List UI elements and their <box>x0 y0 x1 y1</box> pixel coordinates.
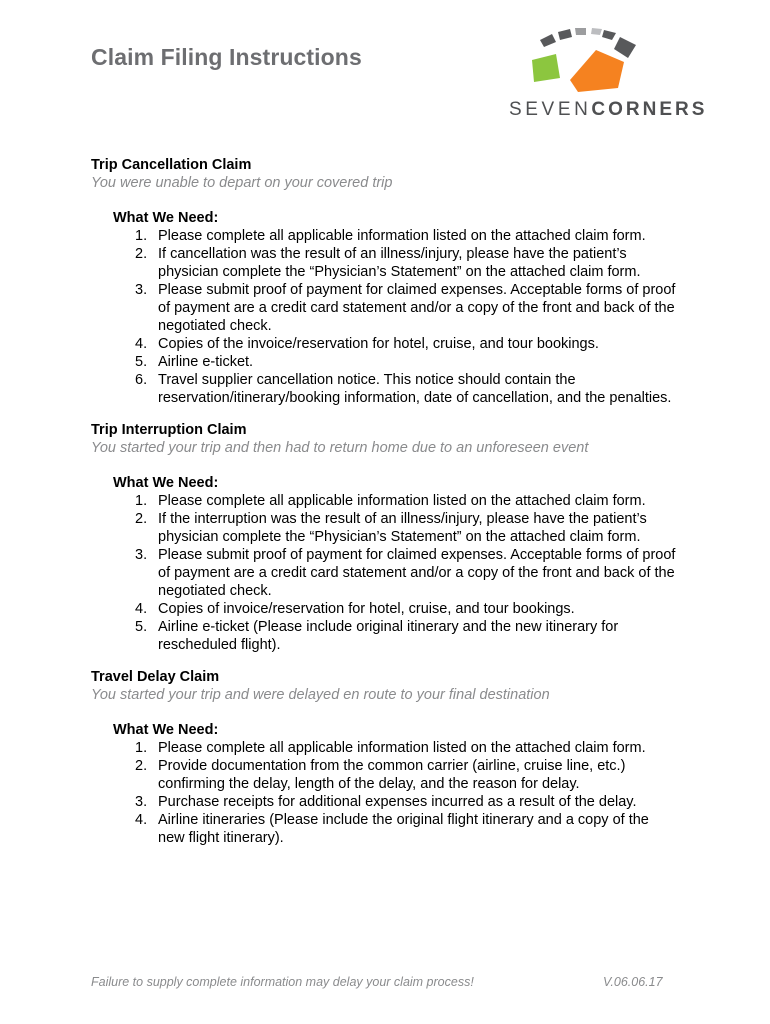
logo-orange-shape <box>570 50 624 92</box>
list-item: 1. Please complete all applicable information listed on the attached claim form. <box>135 493 646 509</box>
logo-tile-3 <box>575 28 586 35</box>
logo-text-seven: SEVEN <box>509 99 592 120</box>
logo-tile-5 <box>602 30 616 40</box>
list-item: 4. Copies of invoice/reservation for hotel, cruise, and tour bookings. <box>135 601 575 617</box>
logo-tile-1 <box>540 34 556 47</box>
requirements-list <box>91 227 691 407</box>
list-item: 5. Airline e-ticket. <box>135 354 254 370</box>
list-item: 1. Please complete all applicable information listed on the attached claim form. <box>135 228 646 244</box>
list-item: 3. Purchase receipts for additional expenses incurred as a result of the delay. <box>135 794 637 810</box>
section-subtitle: You started your trip and were delayed en route to your final destination <box>91 687 550 703</box>
list-item: 1. Please complete all applicable information listed on the attached claim form. <box>135 740 646 756</box>
logo-green-shape <box>532 54 560 82</box>
footer-version: V.06.06.17 <box>603 975 663 989</box>
list-item: 3. Please submit proof of payment for claimed expenses. Acceptable forms of proof of payment are a credit card statement and/or a copy of the front and back of the negotiated check. <box>135 282 676 334</box>
section-trip-interruption <box>91 421 691 654</box>
section-title: Trip Interruption Claim <box>91 422 247 438</box>
requirements-list <box>91 492 691 654</box>
requirements-list <box>91 739 691 847</box>
section-travel-delay <box>91 668 691 847</box>
what-we-need-heading: What We Need: <box>113 210 219 226</box>
list-item: 2. Provide documentation from the common carrier (airline, cruise line, etc.) confirming the delay, length of the delay, and the reason for delay. <box>135 758 626 792</box>
logo-tile-6 <box>614 37 636 58</box>
list-item: 2. If the interruption was the result of an illness/injury, please have the patient’s physician complete the “Physician’s Statement” on the attached claim form. <box>135 511 647 545</box>
page-title: Claim Filing Instructions <box>91 44 362 70</box>
logo-wordmark <box>509 99 707 121</box>
what-we-need-heading: What We Need: <box>113 475 219 491</box>
section-title: Trip Cancellation Claim <box>91 157 252 173</box>
list-item: 3. Please submit proof of payment for claimed expenses. Acceptable forms of proof of payment are a credit card statement and/or a copy of the front and back of the negotiated check. <box>135 547 676 599</box>
footer-warning: Failure to supply complete information may delay your claim process! <box>91 975 474 989</box>
logo-tile-2 <box>558 29 572 40</box>
section-subtitle: You started your trip and then had to return home due to an unforeseen event <box>91 440 589 456</box>
what-we-need-heading: What We Need: <box>113 722 219 738</box>
logo-tile-4 <box>591 28 602 35</box>
list-item: 4. Airline itineraries (Please include the original flight itinerary and a copy of the new flight itinerary). <box>135 812 649 846</box>
claim-sections <box>91 156 691 861</box>
section-title: Travel Delay Claim <box>91 669 220 685</box>
list-item: 6. Travel supplier cancellation notice. This notice should contain the reservation/itinerary/booking information, date of cancellation, and the penalties. <box>135 372 672 406</box>
seven-corners-logo <box>500 20 708 130</box>
list-item: 2. If cancellation was the result of an illness/injury, please have the patient’s physician complete the “Physician’s Statement” on the attached claim form. <box>135 246 641 280</box>
section-trip-cancellation <box>91 156 691 407</box>
logo-text-corners: CORNERS <box>591 99 708 120</box>
list-item: 4. Copies of the invoice/reservation for hotel, cruise, and tour bookings. <box>135 336 599 352</box>
section-subtitle: You were unable to depart on your covered trip <box>91 175 393 191</box>
logo-mark-icon <box>500 20 700 100</box>
list-item: 5. Airline e-ticket (Please include original itinerary and the new itinerary for rescheduled flight). <box>135 619 619 653</box>
